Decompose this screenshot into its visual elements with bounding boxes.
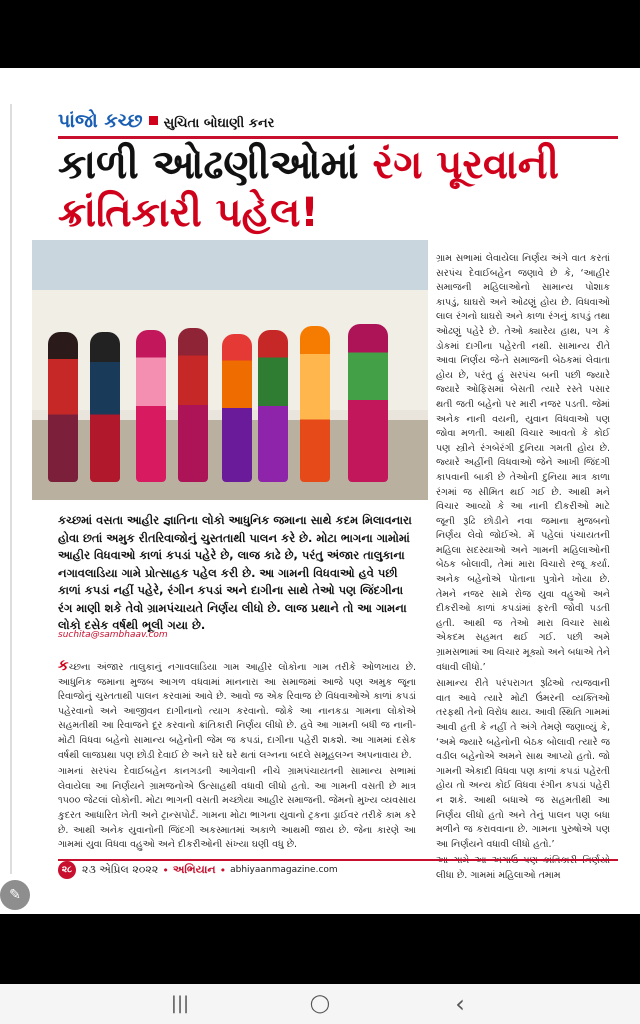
recents-button[interactable]: ||| [170,993,190,1014]
paragraph: ગામનાં સરપંચ દેવાઈબહેન કાનગડની આગેવાની નીચે ગ્રામપંચાયતની સામાન્ય સભામાં લેવાયેલા આ નિર્ણયને ગ્રામજનોએ ઉત્સાહથી વધાવી લીધો હતો. આ ગામની વસતી છે માત્ર ૧૫૦૦ જેટલાં લોકોની. મોટા ભાગની વસતી મચ્છોયા આહીર સમાજની. જેમનો મુખ્ય વ્યવસાય કુદરત આધારિત ખેતી અને ટ્રાન્સપોર્ટ. ગામના મોટા ભાગના યુવાનો ટ્રકના ડ્રાઈવર તરીકે કામ કરે છે. આથી અનેક યુવાનોની જિંદગી અકસ્માતમાં અકાળે આથમી જાય છે. જેના કારણે આ ગામમાં યુવા વિધવા વહુઓ અને દીકરીઓની સંખ્યા ઘણી વધુ છે. [58,766,416,851]
woman-figure [300,326,330,482]
issue-date: ૨૩ એપ્રિલ ૨૦૨૨ [82,863,159,876]
paragraph: સામાન્ય રીતે પરંપરાગત રૂઢિઓ ત્યજવાની વાત આવે ત્યારે મોટી ઉંમરની વ્યક્તિઓ તરફથી તેનો વિરોધ થાય. આવી સ્થિતિ ગામમાં આવી હતી કે નહીં તે અંગે તેમણે જણાવ્યું કે, ‘અમે જ્યારે બહેનોની બેઠક બોલાવી ત્યારે જ વડીલ બહેનોએ અમને સાથ આપ્યો હતો. જો ગામની એકાદી વિધવા પણ કાળાં કપડાં પહેરતી હોય તો અન્ય કોઈ વિધવા રંગીન કપડાં પહેરી ન શકે. આથી બધાએ જ સહમતીથી આ નિર્ણય લીધો હતો અને તેનું પાલન પણ બધા મળીને જ કરાવવાના છે. ગામના પુરુષોએ પણ આ નિર્ણયને વધાવી લીધો હતો.’ [436,678,610,850]
body-column-right [436,252,610,886]
magazine-page[interactable] [0,68,640,914]
headline-red: રંગ પૂરવાની [372,142,559,188]
woman-figure [136,330,166,482]
android-nav-bar [0,984,640,1024]
drop-cap: ક [58,656,69,674]
column-name: પાંજો કચ્છ [58,110,143,132]
paragraph: લીધા છે. ગામમાં મહિલાઓ તમામ [436,869,561,881]
photo-caption: કચ્છમાં વસતા આહીર જ્ઞાતિના લોકો આધુનિક જમાના સાથે કદમ મિલાવનારા હોવા છતાં અમુક રીતરિવાજોનું ચુસ્તતાથી પાલન કરે છે. મોટા ભાગના ગામોમાં આહીર વિધવાઓ કાળાં કપડાં પહેરે છે, લાજ કાઢે છે, પરંતુ અંજાર તાલુકાના નગાવલાડિયા ગામે પ્રોત્સાહક પહેલ કરી છે. આ ગામની વિધવાઓ હવે પછી કાળાં કપડાં નહીં પહેરે, રંગીન કપડાં અને દાગીના સાથે તેઓ પણ જિંદગીના રંગ માણી શકે તેવો ગ્રામપંચાયતે નિર્ણય લીધો છે. લાજ પ્રથાને તો આ ગામના લોકો દસેક વર્ષથી ભૂલી ગયા છે. [58,513,412,632]
woman-figure [90,332,120,482]
author-email[interactable]: suchita@sambhaav.com [58,630,168,640]
page-number: ૨૮ [58,861,76,879]
edit-pencil-icon[interactable]: ✎ [0,880,30,910]
headline-line-1 [58,142,559,188]
photo-sky [32,240,428,290]
home-button[interactable]: ◯ [309,993,331,1014]
back-button[interactable]: ‹ [455,990,465,1018]
separator-dot: • [219,863,227,877]
body-column-left [58,658,416,855]
page-edge [10,104,12,874]
magazine-url[interactable]: abhiyaanmagazine.com [230,865,338,875]
column-kicker [58,110,274,132]
paragraph: કચ્છના અંજાર તાલુકાનું નગાવલાડિયા ગામ આહીર લોકોના ગામ તરીકે ઓળખાય છે. આધુનિક જમાના મુજબ આગળ વધવામાં માનનારા આ સમાજમાં આજે પણ અમુક જૂના રિવાજોનું ચુસ્તતાથી પાલન કરવામાં આવે છે. આવો જ એક રિવાજ છે વિધવાઓએ કાળાં કપડાં પહેરવાનો અને આજીવન દાગીનાનો ત્યાગ કરવાનો. જોકે આ નાનકડા ગામના લોકોએ સહમતીથી આ રિવાજને દૂર કરવાનો ક્રાંતિકારી નિર્ણય લીધો છે. હવે આ ગામની બધી જ નાની-મોટી વિધવા બહેનો સામાન્ય બહેનોની જેમ જ કપડાં, દાગીના પહેરી શકશે. આ ગામમાં દસેક વર્ષથી લાજપ્રથા પણ છોડી દેવાઈ છે અને ઘરે ઘરે થતાં લગ્નના બદલે સમૂહલગ્ન અપનાવાય છે. [58,656,416,761]
page-footer [58,861,338,879]
headline-line-2: ક્રાંતિકારી પહેલ! [58,190,319,236]
magazine-name: અભિયાન [172,863,216,876]
woman-figure [48,332,78,482]
woman-figure [258,330,288,482]
headline-black: કાળી ઓઢણીઓમાં [58,142,359,188]
author-name: સુચિતા બોઘાણી કનર [163,116,275,131]
red-square-icon [149,116,158,125]
woman-figure [348,324,388,482]
top-rule [58,136,618,139]
status-bar [0,0,640,68]
paragraph: ગ્રામ સભામાં લેવાયેલા નિર્ણય અંગે વાત કરતાં સરપંચ દેવાઈબહેન જણાવે છે કે, ‘આહીર સમાજની મહિલાઓનો સામાન્ય પોશાક કાપડું, ઘાઘરો અને ઓઢણું હોય છે. વિધવાઓ લાલ રંગનો ઘાઘરો અને કાળા રંગનું કાપડું તથા ઓઢણું પહેરે છે. તેઓ ક્યારેય હાથ, પગ કે ડોકમાં દાગીના પહેરતી નથી. સામાન્ય રીતે આવા નિર્ણય જે-તે સમાજની બેઠકમાં લેવાતા હોય છે, પરંતુ હું સરપંચ બની પછી જ્યારે જ્યારે ઓફિસમાં બેસતી ત્યારે રસ્તે પસાર થતી જતી બહેનો પર મારી નજર પડતી. જેમાં અનેક નાની વયની, યુવાન વિધવાઓ પણ જોવા મળતી. આથી વિચાર આવતો કે કોઈ પણ સ્ત્રીને રંગબેરંગી દુનિયા ગમતી હોય છે. જ્યારે અહીંની વિધવાઓ જેને આખી જિંદગી કાપવાની બાકી છે તેઓની દુનિયા માત્ર કાળા રંગમાં જ સીમિત થઈ ગઈ છે. આથી મને વિચાર આવ્યો કે આ નાની દીકરીઓ માટે જૂની રૂઢિ છોડીને નવા જમાના મુજબનો નિર્ણય લેવો જોઈએ. મેં પહેલાં પંચાયતની મહિલા સદસ્યાઓ અને ગામની મહિલાઓની બેઠક બોલાવી, તેમાં મારા વિચારો રજૂ કર્યા. અનેક બહેનોએ પોતાના પુત્રોને ખોયા છે. તેમને નજર સામે રોજ યુવા વહુઓ અને દીકરીઓ કાળાં કપડાંમાં ફરતી જોવી પડતી હતી. આથી જ તેઓ મારા વિચાર સાથે એકદમ સહમત થઈ ગઈ. પછી અમે ગ્રામસભામાં આ વિચાર મૂક્યો અને બધાએ તેને વધાવી લીધો.’ [436,253,610,673]
woman-figure [178,328,208,482]
separator-dot: • [162,863,169,877]
article-photo [32,240,428,500]
woman-figure [222,334,252,482]
